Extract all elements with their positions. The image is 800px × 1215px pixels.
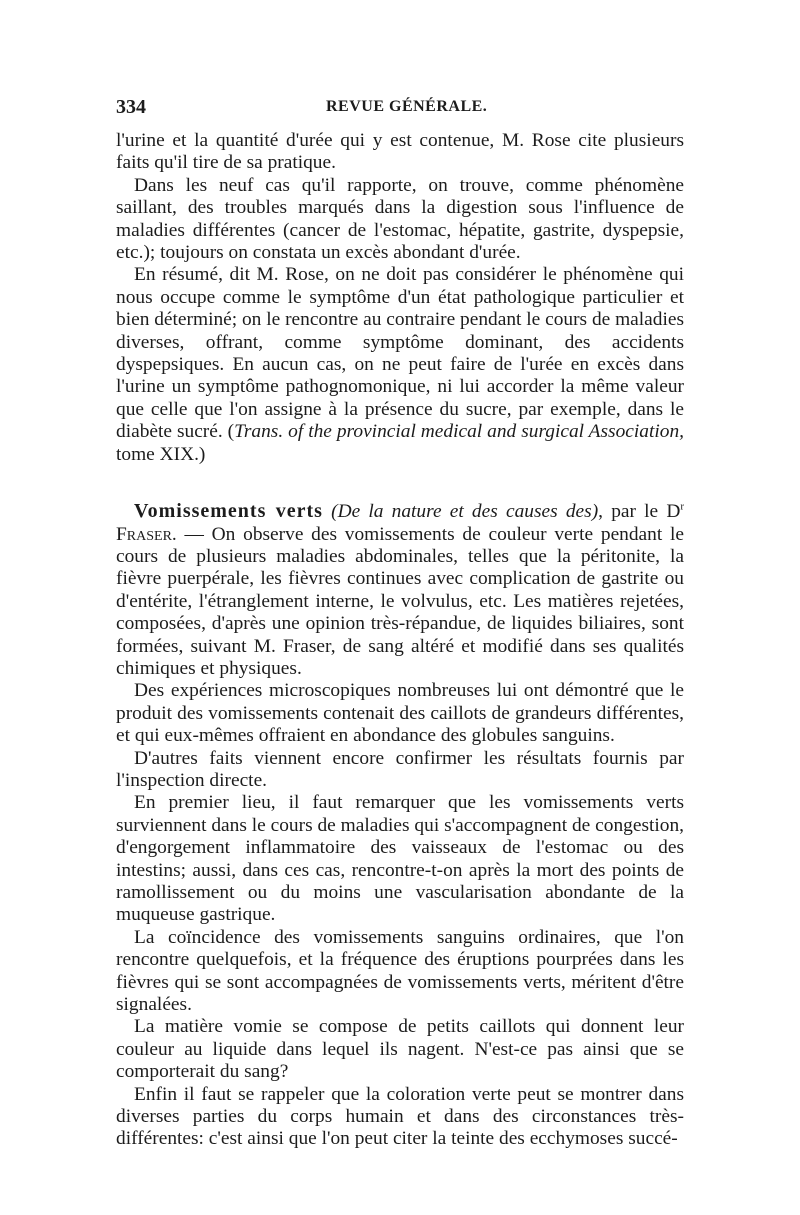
paragraph-first-point <box>116 792 684 926</box>
paragraph-finally <box>116 1084 684 1151</box>
paragraph-text: D'autres faits viennent encore confirmer les résultats fournis par l'inspection directe. <box>116 747 684 791</box>
paragraph-text: En premier lieu, il faut remarquer que les vomissements verts surviennent dans le cours de maladies qui s'accompagnent de congestion, d'engorgement inflammatoire des vaisseaux de l'estomac ou des intestins; aussi, dans ces cas, rencontre-t-on après la mort des points de ramollissement ou du moins une vascularisation abondante de la muqueuse gastrique. <box>116 792 684 926</box>
paragraph-other-facts <box>116 748 684 793</box>
page-header <box>116 96 684 122</box>
article-author: Fraser <box>116 523 172 545</box>
paragraph-text: Enfin il faut se rappeler que la coloration verte peut se montrer dans diverses parties du corps humain et dans des circonstances très-différentes: c'est ainsi que l'on peut citer la teinte des ecchymoses succé- <box>116 1083 684 1150</box>
page-number: 334 <box>116 96 146 118</box>
article-subtitle: (De la nature et des causes des) <box>331 501 599 523</box>
paragraph-text: La coïncidence des vomissements sanguins ordinaires, que l'on rencontre quelquefois, et la fréquence des éruptions pourprées dans les fièvres qui se sont accompagnées de vomissements verts, méritent d'être signalées. <box>116 926 684 1016</box>
paragraph-text: l'urine et la quantité d'urée qui y est contenue, M. Rose cite plusieurs faits qu'il tire de sa pratique. <box>116 130 684 174</box>
paragraph-vomited-matter <box>116 1016 684 1083</box>
paragraph-microscopy <box>116 680 684 747</box>
paragraph-cases <box>116 175 684 265</box>
running-title: REVUE GÉNÉRALE. <box>326 98 488 115</box>
paragraph-text: Des expériences microscopiques nombreuses lui ont démontré que le produit des vomissements contenait des caillots de grandeurs différentes, et qui eux-mêmes offraient en abondance des globules sanguins. <box>116 680 684 747</box>
section-gap <box>116 466 684 500</box>
body-text <box>116 130 684 1151</box>
paragraph-coincidence <box>116 927 684 1017</box>
citation-source: Trans. of the provincial medical and surgical Association, <box>234 421 684 443</box>
article-intro <box>116 500 684 680</box>
article-title: Vomissements verts <box>134 500 323 523</box>
paragraph-text: En résumé, dit M. Rose, on ne doit pas considérer le phénomène qui nous occupe comme le symptôme d'un état pathologique particulier et bien déterminé; on le rencontre au contraire pendant le cours de maladies diverses, offrant, comme symptôme dominant, des accidents dyspepsiques. En aucun cas, on ne peut faire de l'urée en excès dans l'urine un symptôme pathognomonique, ni lui accorder la même valeur que celle que l'on assigne à la présence du sucre, par exemple, dans le diabète sucré. ( <box>116 264 685 443</box>
paragraph-text: La matière vomie se compose de petits caillots qui donnent leur couleur au liquide dans lequel ils nagent. N'est-ce pas ainsi que se comporterait du sang? <box>116 1016 684 1083</box>
citation-volume: tome XIX.) <box>116 443 206 465</box>
paragraph-continuation <box>116 130 684 175</box>
doctor-superscript: r <box>680 500 684 513</box>
article-byline: , par le D <box>598 501 681 523</box>
paragraph-text: . — On observe des vomissements de couleur verte pendant le cours de plusieurs maladies abdominales, telles que la péritonite, la fièvre puerpérale, les fièvres continues avec complication de gastrite ou d'entérite, l'étranglement interne, le volvulus, etc. Les matières rejetées, composées, d'après une opinion très-répandue, de liquides biliaires, sont formées, suivant M. Fraser, de sang altéré et modifié dans ses qualités chimiques et physiques. <box>116 523 684 679</box>
paragraph-summary <box>116 264 684 466</box>
paragraph-text: Dans les neuf cas qu'il rapporte, on trouve, comme phénomène saillant, des troubles marqués dans la digestion sous l'influence de maladies différentes (cancer de l'estomac, hépatite, gastrite, dyspepsie, etc.); toujours on constata un excès abondant d'urée. <box>116 174 684 264</box>
